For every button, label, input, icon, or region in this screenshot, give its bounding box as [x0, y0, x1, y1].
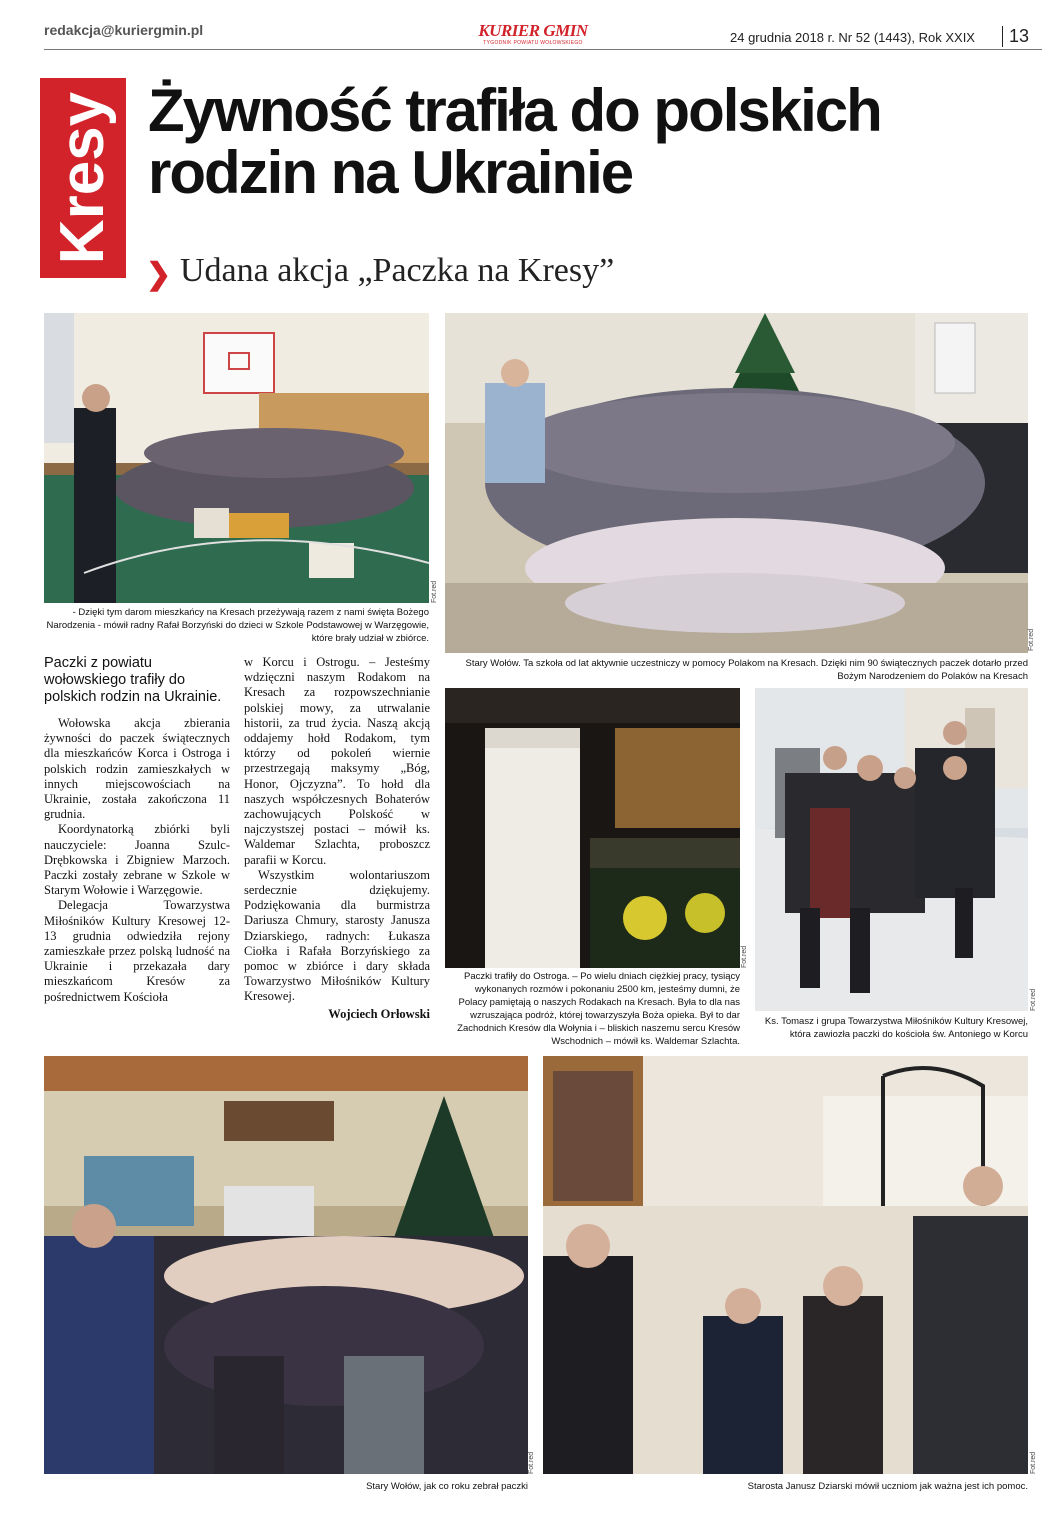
- newspaper-logo: [478, 22, 588, 50]
- photo-credit: Fot.red: [528, 1451, 535, 1474]
- article-column-1: [44, 716, 230, 1005]
- logo-title: KURIER GMIN: [478, 21, 588, 40]
- page-number: 13: [1002, 26, 1029, 47]
- photo-credit: Fot.red: [741, 945, 748, 968]
- header-email: redakcja@kuriergmin.pl: [44, 22, 204, 38]
- paragraph: Wołowska akcja zbierania żywności do paczek świątecznych dla mieszkańców Korca i Ostroga i polskich rodzin zamieszkałych w innych miejscowościach na Ukrainie, została zakończona 11 grudnia.: [44, 716, 230, 822]
- paragraph: w Korcu i Ostrogu. – Jesteśmy wdzięczni naszym Rodakom na Kresach za rozpowszechnianie polskiej mowy, za utrwalanie historii, za trud życia. Naszą akcją oddajemy hołd Rodakom, tym którzy od pokoleń wiernie przestrzegają maksymy „Bóg, Honor, Ojczyzna”. To hołd dla naszych współczesnych Bohaterów zachowujących Polskość w najczystszej postaci – mówił ks. Waldemar Szlachta, proboszcz parafii w Korcu.: [244, 655, 430, 867]
- issue-info: 24 grudnia 2018 r. Nr 52 (1443), Rok XXIX: [730, 30, 975, 45]
- photo-caption-4: Ks. Tomasz i grupa Towarzystwa Miłośników Kultury Kresowej, która zawiozła paczki do kościoła św. Antoniego w Korcu: [764, 1016, 1028, 1040]
- page-headline: Żywność trafiła do polskich rodzin na Ukrainie: [148, 77, 881, 206]
- photo-snow-group: [755, 688, 1028, 1011]
- chevron-right-icon: ❯: [146, 258, 172, 291]
- article-lead: Paczki z powiatu wołowskiego trafiły do polskich rodzin na Ukrainie.: [44, 655, 222, 705]
- header-divider: [44, 49, 1042, 50]
- photo-credit: Fot.red: [1030, 1451, 1037, 1474]
- photo-class-christmas-tree: [445, 313, 1028, 653]
- section-label: Kresy: [48, 91, 117, 265]
- article-author: Wojciech Orłowski: [328, 1006, 430, 1021]
- photo-caption-5: Stary Wołów, jak co roku zebrał paczki: [366, 1481, 528, 1492]
- paragraph: Delegacja Towarzystwa Miłośników Kultury Kresowej 12- 13 grudnia odwiedziła rejony zamieszkałe przez polską ludność na Ukrainie i przekazała dary mieszkańcom Kresów za pośrednictwem Kościoła: [44, 898, 230, 1004]
- photo-gym-children: [44, 313, 429, 603]
- section-tab: [40, 78, 126, 278]
- photo-caption-2: Stary Wołów. Ta szkoła od lat aktywnie uczestniczy w pomocy Polakom na Kresach. Dzięki nim 90 świątecznych paczek dotarło przed Bożym Narodzeniem do Polaków na Kresach: [465, 658, 1028, 682]
- photo-caption-1: - Dzięki tym darom mieszkańcy na Kresach przeżywają razem z nami święta Bożego Narodzenia - mówił radny Rafał Borzyński do dzieci w Szkole Podstawowej w Warzęgowie, które brały udział w zbiórce.: [46, 607, 429, 644]
- photo-church-interior: [543, 1056, 1028, 1474]
- photo-school-corridor: [44, 1056, 528, 1474]
- paragraph: Wszystkim wolontariuszom serdecznie dziękujemy. Podziękowania dla burmistrza Dariusza Chmury, starosty Janusza Dziarskiego, radnych: Łukasza Ciołka i Rafała Borzyńskiego za pomoc w zbiórce i dary składa Towarzystwo Miłośników Kultury Kresowej.: [244, 867, 430, 1004]
- photo-credit: Fot.red: [1028, 628, 1035, 651]
- subheadline: Udana akcja „Paczka na Kresy”: [180, 252, 615, 289]
- photo-credit: Fot.red: [1030, 988, 1037, 1011]
- photo-credit: Fot.red: [431, 580, 438, 603]
- photo-caption-6: Starosta Janusz Dziarski mówił uczniom jak ważna jest ich pomoc.: [747, 1481, 1028, 1492]
- logo-subtitle: TYGODNIK POWIATU WOŁOWSKIEGO: [483, 40, 583, 46]
- photo-packages: [445, 688, 740, 968]
- photo-caption-3: Paczki trafiły do Ostroga. – Po wielu dniach ciężkiej pracy, tysiący wykonanych rozmów i pokonaniu 2500 km, jesteśmy dumni, że Polacy pamiętają o naszych Rodakach na Kresach. Była to dla nas wzruszająca podróż, której towarzyszyła Boża opieka. Był to dar Zachodnich Kresów dla Wołynia i – bliskich naszemu sercu Kresów Wschodnich – mówił ks. Waldemar Szlachta.: [457, 971, 740, 1047]
- paragraph: Koordynatorką zbiórki byli nauczyciele: Joanna Szulc-Drębkowska i Zbigniew Marzoch. Paczki zostały zebrane w Szkole w Starym Wołowie i Warzęgowie.: [44, 822, 230, 898]
- article-column-2: [244, 655, 430, 1022]
